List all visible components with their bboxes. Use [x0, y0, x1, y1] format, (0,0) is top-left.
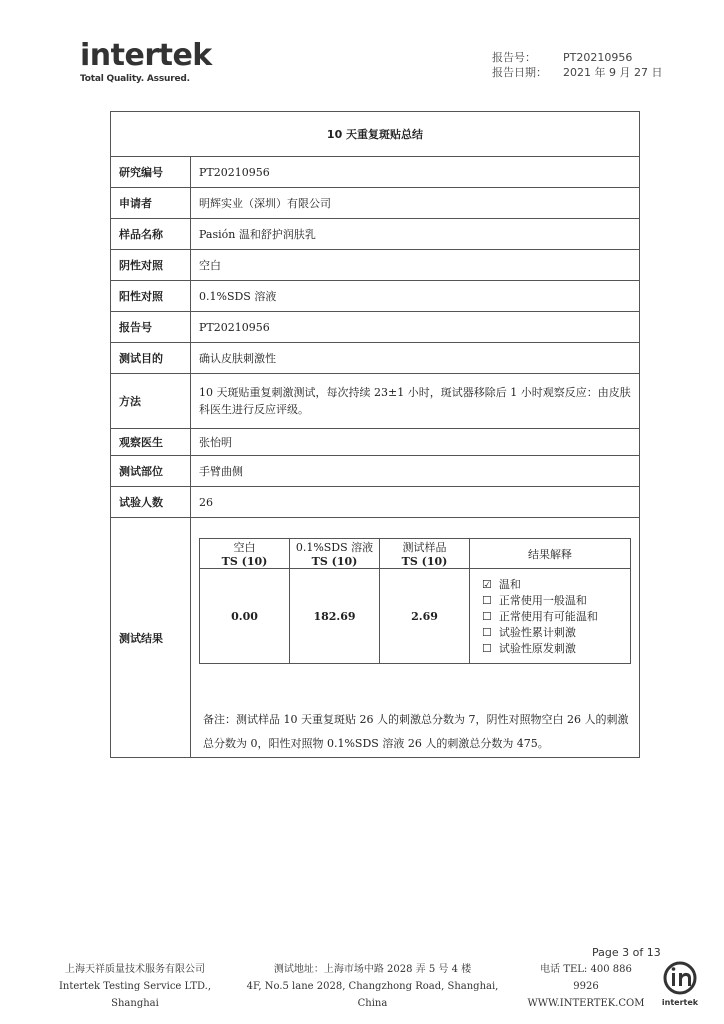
report-no-label: 报告号： [492, 51, 536, 64]
row-value: 手臂曲侧 [191, 456, 640, 487]
col-name: 空白 [233, 541, 256, 554]
value-sample: 2.69 [380, 569, 470, 664]
row-label: 测试部位 [111, 456, 191, 487]
value-blank: 0.00 [200, 569, 290, 664]
interpretation-item: ☐ 正常使用一般温和 [482, 594, 587, 607]
col-unit: TS (10) [311, 555, 358, 568]
table-title: 10 天重复斑贴总结 [111, 112, 640, 157]
address-en: 4F, No.5 lane 2028, Changzhong Road, Shanghai, China [246, 981, 499, 1009]
checkbox-icon: ☐ [482, 642, 492, 655]
col-header-blank [200, 539, 290, 569]
col-name: 测试样品 [402, 541, 447, 554]
row-label: 阴性对照 [111, 250, 191, 281]
col-unit: TS (10) [401, 555, 448, 568]
results-note: 备注：测试样品 10 天重复斑贴 26 人的刺激总分数为 7，阴性对照物空白 26 人的刺激总分数为 0，阳性对照物 0.1%SDS 溶液 26 人的刺激总分数为 475。 [203, 713, 629, 750]
row-label: 观察医生 [111, 429, 191, 456]
logo-tagline: Total Quality. Assured. [80, 74, 190, 84]
row-value: 明辉实业（深圳）有限公司 [191, 188, 640, 219]
company-cn: 上海天祥质量技术服务有限公司 [65, 964, 205, 975]
summary-table [110, 111, 640, 758]
row-value: Pasión 温和舒护润肤乳 [191, 219, 640, 250]
checkbox-icon: ☐ [482, 610, 492, 623]
row-value: PT20210956 [191, 157, 640, 188]
intertek-mark-icon [660, 960, 700, 1012]
footer-address [245, 961, 500, 1012]
row-label: 测试目的 [111, 343, 191, 374]
row-value: 10 天斑贴重复刺激测试，每次持续 23±1 小时，斑试器移除后 1 小时观察反应：由皮肤科医生进行反应评级。 [191, 374, 640, 429]
header-values [563, 50, 662, 80]
intertek-logo [80, 40, 212, 84]
col-unit: TS (10) [221, 555, 268, 568]
row-label: 研究编号 [111, 157, 191, 188]
page-number: Page 3 of 13 [592, 946, 661, 959]
col-header-sample [380, 539, 470, 569]
results-inner-table [199, 538, 631, 664]
address-cn: 测试地址：上海市场中路 2028 弄 5 号 4 楼 [273, 964, 472, 975]
interpretation-item: ☐ 试验性原发刺激 [482, 642, 576, 655]
results-label: 测试结果 [111, 518, 191, 758]
row-label: 报告号 [111, 312, 191, 343]
row-value: 空白 [191, 250, 640, 281]
footer-company [45, 961, 225, 1012]
website: WWW.INTERTEK.COM [527, 998, 645, 1009]
checkbox-icon: ☐ [482, 626, 492, 639]
header-labels [492, 50, 547, 80]
interpretation-item: ☐ 试验性累计刺激 [482, 626, 576, 639]
row-value: 26 [191, 487, 640, 518]
company-en: Intertek Testing Service LTD., Shanghai [58, 981, 212, 1009]
interpretation-list [470, 569, 631, 664]
mark-text: intertek [661, 998, 699, 1007]
row-value: PT20210956 [191, 312, 640, 343]
report-date-value: 2021 年 9 月 27 日 [563, 66, 663, 79]
report-date-label: 报告日期： [492, 66, 547, 79]
col-header-interpretation: 结果解释 [470, 539, 631, 569]
col-name: 0.1%SDS 溶液 [295, 541, 374, 554]
row-value: 0.1%SDS 溶液 [191, 281, 640, 312]
row-label: 样品名称 [111, 219, 191, 250]
phone: 电话 TEL: 400 886 9926 [540, 964, 632, 992]
interpretation-item: ☐ 正常使用有可能温和 [482, 610, 598, 623]
row-label: 试验人数 [111, 487, 191, 518]
report-no-value: PT20210956 [563, 51, 633, 64]
row-label: 方法 [111, 374, 191, 429]
row-value: 确认皮肤刺激性 [191, 343, 640, 374]
row-value: 张怡明 [191, 429, 640, 456]
row-label: 申请者 [111, 188, 191, 219]
value-sds: 182.69 [290, 569, 380, 664]
results-cell [191, 518, 640, 758]
checkbox-icon: ☐ [482, 594, 492, 607]
row-label: 阳性对照 [111, 281, 191, 312]
interpretation-item: ☑ 温和 [482, 578, 521, 591]
checked-box-icon: ☑ [482, 578, 492, 591]
col-header-sds [290, 539, 380, 569]
logo-wordmark: intertek [80, 38, 212, 73]
footer-contact [527, 961, 645, 1012]
